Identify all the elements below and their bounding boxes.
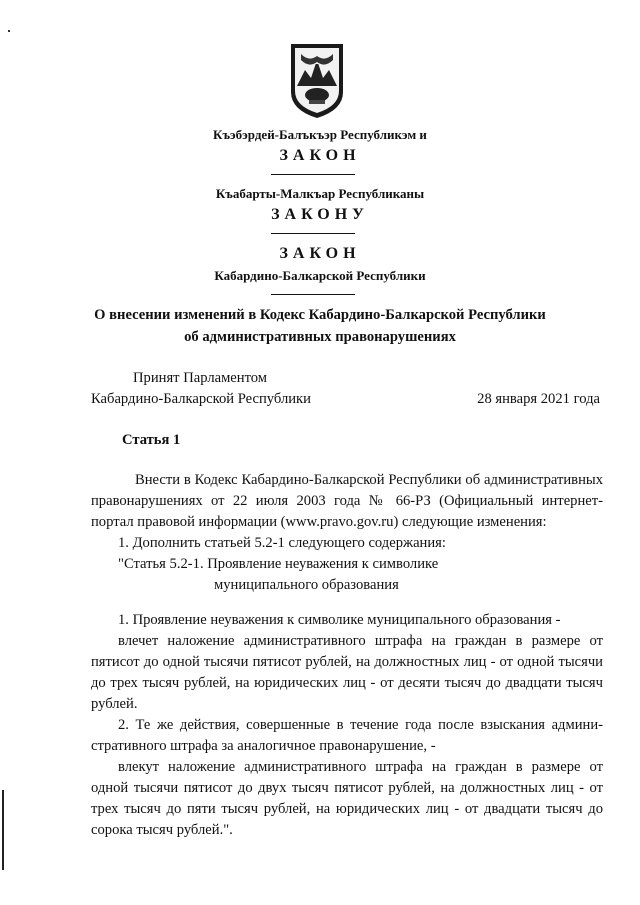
header-divider: [271, 233, 355, 234]
paragraph-1-line-3: до трех тысяч рублей, на юридических лиц - от десяти тысяч до двадцати тысяч: [91, 675, 603, 691]
paragraph-2-line-1: 2. Те же действия, совершенные в течение года после взыскания админи-: [118, 717, 603, 733]
header-divider: [271, 294, 355, 295]
header-russian-republic: Кабардино-Балкарской Республики: [214, 268, 426, 283]
paragraph-2-line-2: стративного штрафа за аналогичное правонарушение, -: [91, 738, 436, 754]
header-balkar-republic: Къабарты-Малкъар Республиканы: [215, 186, 425, 201]
intro-line-3: портал правовой информации (www.pravo.gov.ru) следующие изменения:: [91, 514, 547, 530]
new-article-line-1: "Статья 5.2-1. Проявление неуважения к символике: [118, 556, 439, 572]
article-heading: Статья 1: [122, 432, 181, 448]
paragraph-3-line-1: влекут наложение административного штрафа на граждан в размере от: [118, 759, 603, 775]
paragraph-1-heading: 1. Проявление неуважения к символике муниципального образования -: [118, 612, 561, 628]
intro-line-2: правонарушениях от 22 июля 2003 года № 66-РЗ (Официальный интернет-: [91, 493, 603, 509]
scan-edge-mark: [2, 790, 4, 870]
new-article-line-2: муниципального образования: [214, 577, 399, 593]
paragraph-3-line-2: одной тысячи пятисот до двух тысяч пятисот рублей, на должностных лиц - от: [91, 780, 603, 796]
paragraph-1-line-4: рублей.: [91, 696, 138, 712]
law-title-line-2: об административных правонарушениях: [184, 329, 456, 345]
paragraph-3-line-3: трех тысяч до пяти тысяч рублей, на юридических лиц - от двадцати тысяч до: [91, 801, 603, 817]
header-divider: [271, 174, 355, 175]
header-zakon-russian: ЗАКОН: [279, 245, 361, 262]
intro-line-1: Внести в Кодекс Кабардино-Балкарской Республики об административных: [135, 472, 603, 488]
adoption-line-2: Кабардино-Балкарской Республики: [91, 391, 311, 407]
adoption-date: 28 января 2021 года: [477, 391, 600, 407]
coat-of-arms-emblem: [287, 40, 347, 120]
paragraph-3-line-4: сорока тысяч рублей.".: [91, 822, 233, 838]
scan-speck: [8, 30, 10, 32]
paragraph-1-line-2: пятисот до одной тысячи пятисот рублей, на должностных лиц - от одной тысячи: [91, 654, 603, 670]
header-kabardian-republic: Къэбэрдей-Балъкъэр Республикэм и: [213, 127, 427, 142]
law-title-line-1: О внесении изменений в Кодекс Кабардино-Балкарской Республики: [94, 307, 546, 323]
adoption-line-1: Принят Парламентом: [133, 370, 268, 386]
item-1: 1. Дополнить статьей 5.2-1 следующего содержания:: [118, 535, 446, 551]
header-zakon-kabardian: ЗАКОН: [279, 147, 361, 164]
header-zakon-balkar: ЗАКОНУ: [271, 206, 369, 223]
paragraph-1-line-1: влечет наложение административного штрафа на граждан в размере от: [118, 633, 603, 649]
